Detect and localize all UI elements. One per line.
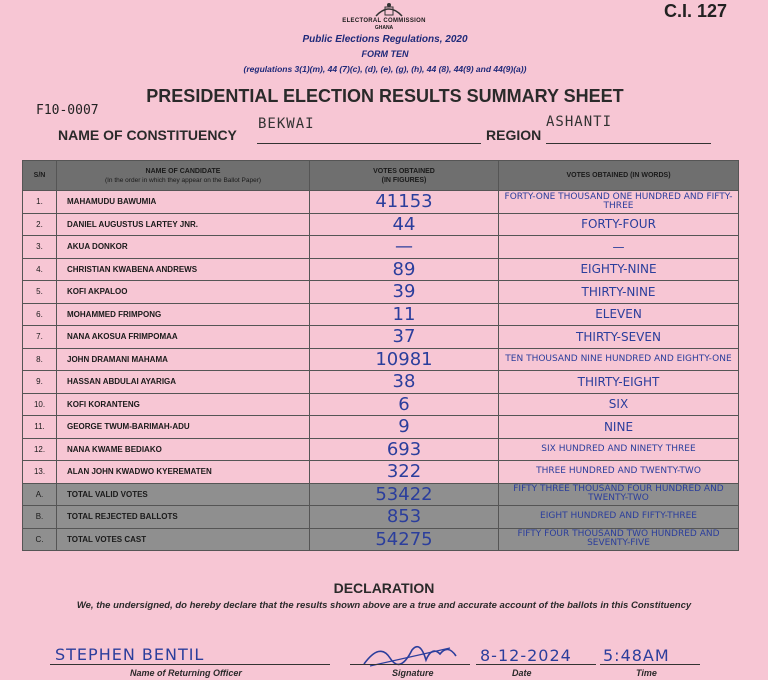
results-table <box>22 160 739 551</box>
region-line <box>546 143 711 144</box>
row-sn: 10. <box>23 393 57 416</box>
officer-label: Name of Returning Officer <box>130 668 242 678</box>
constituency-label: NAME OF CONSTITUENCY <box>58 127 237 143</box>
row-sn: 2. <box>23 213 57 236</box>
returning-officer-name: STEPHEN BENTIL <box>55 645 205 664</box>
table-row <box>23 303 739 326</box>
votes-figures: 41153 <box>310 191 499 214</box>
total-figures: 853 <box>310 506 499 529</box>
time-label: Time <box>636 668 657 678</box>
votes-words: THREE HUNDRED AND TWENTY-TWO <box>499 461 739 484</box>
votes-figures: 322 <box>310 461 499 484</box>
candidate-name: MOHAMMED FRIMPONG <box>57 303 310 326</box>
candidate-name: AKUA DONKOR <box>57 236 310 259</box>
signature-scribble <box>360 636 470 672</box>
votes-words: FORTY-ONE THOUSAND ONE HUNDRED AND FIFTY-THREE <box>499 191 739 214</box>
signature-label: Signature <box>392 668 434 678</box>
votes-figures: 10981 <box>310 348 499 371</box>
row-sn: 11. <box>23 416 57 439</box>
row-sn: 1. <box>23 191 57 214</box>
table-row <box>23 348 739 371</box>
votes-figures: 11 <box>310 303 499 326</box>
votes-figures: 44 <box>310 213 499 236</box>
total-row <box>23 506 739 529</box>
total-row <box>23 483 739 506</box>
row-sn: 13. <box>23 461 57 484</box>
total-row <box>23 528 739 551</box>
votes-figures: 9 <box>310 416 499 439</box>
form-name: FORM TEN <box>361 49 409 59</box>
table-row <box>23 281 739 304</box>
row-sn: 6. <box>23 303 57 326</box>
form-code: F10-0007 <box>36 103 99 118</box>
declaration-date: 8-12-2024 <box>480 646 572 665</box>
declaration-time: 5:48AM <box>603 646 670 665</box>
votes-figures: 89 <box>310 258 499 281</box>
candidate-name: NANA AKOSUA FRIMPOMAA <box>57 326 310 349</box>
sn-header: S/N <box>23 161 57 191</box>
total-label: TOTAL VALID VOTES <box>57 483 310 506</box>
candidate-name: KOFI AKPALOO <box>57 281 310 304</box>
row-sn: 9. <box>23 371 57 394</box>
constituency-line <box>257 143 481 144</box>
figures-header <box>310 161 499 191</box>
votes-figures: — <box>310 236 499 259</box>
declaration-title: DECLARATION <box>333 580 435 596</box>
votes-figures: 37 <box>310 326 499 349</box>
constituency-value: BEKWAI <box>258 116 315 132</box>
row-sn: A. <box>23 483 57 506</box>
commission-name: ELECTORAL COMMISSION <box>342 18 426 24</box>
regulations-title: Public Elections Regulations, 2020 <box>302 34 468 45</box>
row-sn: B. <box>23 506 57 529</box>
table-row <box>23 191 739 214</box>
row-sn: 3. <box>23 236 57 259</box>
votes-figures: 38 <box>310 371 499 394</box>
votes-figures: 39 <box>310 281 499 304</box>
votes-words: EIGHTY-NINE <box>499 258 739 281</box>
figures-header-label: VOTES OBTAINED <box>373 167 435 175</box>
votes-words: NINE <box>499 416 739 439</box>
time-line <box>600 664 700 665</box>
table-header-row <box>23 161 739 191</box>
row-sn: 4. <box>23 258 57 281</box>
candidate-name: ALAN JOHN KWADWO KYEREMATEN <box>57 461 310 484</box>
declaration-text: We, the undersigned, do hereby declare that the results shown above are a true and accurate account of the ballots in this Constituency <box>76 600 692 611</box>
figures-header-sub: (IN FIGURES) <box>381 176 427 184</box>
page-title: PRESIDENTIAL ELECTION RESULTS SUMMARY SHEET <box>146 86 624 106</box>
candidate-header <box>57 161 310 191</box>
candidate-name: JOHN DRAMANI MAHAMA <box>57 348 310 371</box>
table-row <box>23 438 739 461</box>
officer-line <box>50 664 330 665</box>
table-row <box>23 258 739 281</box>
total-words: EIGHT HUNDRED AND FIFTY-THREE <box>499 506 739 529</box>
votes-words: TEN THOUSAND NINE HUNDRED AND EIGHTY-ONE <box>499 348 739 371</box>
candidate-header-sub: (In the order in which they appear on the Ballot Paper) <box>104 176 262 184</box>
votes-figures: 693 <box>310 438 499 461</box>
votes-figures: 6 <box>310 393 499 416</box>
table-row <box>23 371 739 394</box>
votes-words: SIX HUNDRED AND NINETY THREE <box>499 438 739 461</box>
votes-words: SIX <box>499 393 739 416</box>
table-row <box>23 326 739 349</box>
votes-words: THIRTY-EIGHT <box>499 371 739 394</box>
candidate-name: DANIEL AUGUSTUS LARTEY JNR. <box>57 213 310 236</box>
row-sn: 12. <box>23 438 57 461</box>
date-line <box>476 664 596 665</box>
ci-number: C.I. 127 <box>664 1 728 21</box>
votes-words: ELEVEN <box>499 303 739 326</box>
votes-words: THIRTY-SEVEN <box>499 326 739 349</box>
region-label: REGION <box>486 127 542 143</box>
candidate-name: KOFI KORANTENG <box>57 393 310 416</box>
date-label: Date <box>512 668 532 678</box>
candidate-name: HASSAN ABDULAI AYARIGA <box>57 371 310 394</box>
votes-words: — <box>499 236 739 259</box>
candidate-name: NANA KWAME BEDIAKO <box>57 438 310 461</box>
table-row <box>23 393 739 416</box>
table-row <box>23 461 739 484</box>
total-figures: 53422 <box>310 483 499 506</box>
regulations-reference: (regulations 3(1)(m), 44 (7)(c), (d), (e), (g), (h), 44 (8), 44(9) and 44(9)(a)) <box>243 64 527 74</box>
candidate-name: MAHAMUDU BAWUMIA <box>57 191 310 214</box>
candidate-name: CHRISTIAN KWABENA ANDREWS <box>57 258 310 281</box>
signature-line <box>350 664 470 665</box>
coat-of-arms-icon <box>372 2 406 18</box>
total-label: TOTAL VOTES CAST <box>57 528 310 551</box>
total-label: TOTAL REJECTED BALLOTS <box>57 506 310 529</box>
votes-words: THIRTY-NINE <box>499 281 739 304</box>
total-figures: 54275 <box>310 528 499 551</box>
candidate-name: GEORGE TWUM-BARIMAH-ADU <box>57 416 310 439</box>
country-name: GHANA <box>374 25 394 31</box>
total-words: FIFTY THREE THOUSAND FOUR HUNDRED AND TWENTY-TWO <box>499 483 739 506</box>
votes-words: FORTY-FOUR <box>499 213 739 236</box>
region-value: ASHANTI <box>546 114 613 130</box>
candidate-header-label: NAME OF CANDIDATE <box>145 167 221 175</box>
row-sn: C. <box>23 528 57 551</box>
row-sn: 5. <box>23 281 57 304</box>
table-row <box>23 213 739 236</box>
words-header: VOTES OBTAINED (IN WORDS) <box>499 161 739 191</box>
table-row <box>23 236 739 259</box>
table-row <box>23 416 739 439</box>
row-sn: 7. <box>23 326 57 349</box>
total-words: FIFTY FOUR THOUSAND TWO HUNDRED AND SEVENTY-FIVE <box>499 528 739 551</box>
row-sn: 8. <box>23 348 57 371</box>
